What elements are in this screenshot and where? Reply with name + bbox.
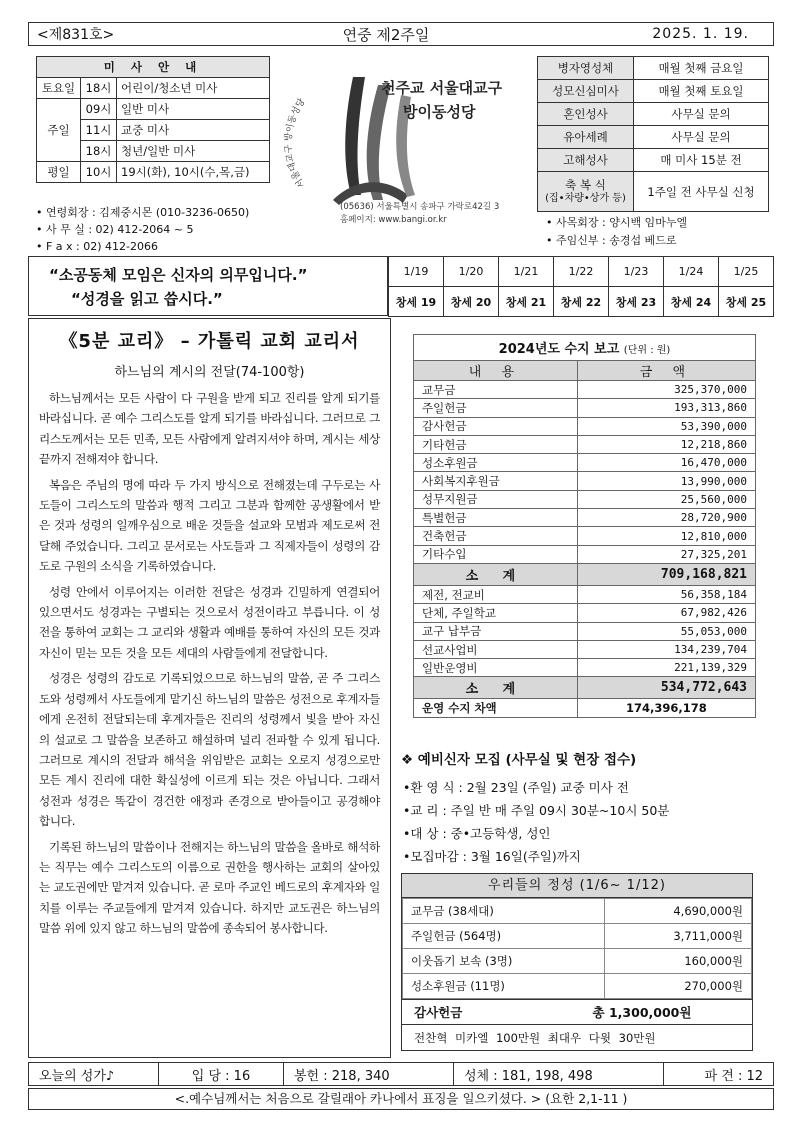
hymn-dismissal: 파 견 : 12: [704, 1068, 763, 1084]
finance-amount: 53,390,000: [577, 417, 755, 435]
reading-chapter: 창세 24: [664, 287, 719, 317]
mass-day: 주일: [37, 99, 81, 162]
finance-amount: 12,218,860: [577, 435, 755, 453]
sacrament-info: 매월 첫째 토요일: [634, 80, 769, 103]
finance-item: 특별헌금: [414, 509, 578, 527]
blessing-sub-label: (집•차량•상가 등): [545, 192, 626, 204]
header-bar: [28, 22, 774, 46]
reading-date: 1/22: [554, 257, 609, 287]
sacrament-info: 매월 첫째 금요일: [634, 57, 769, 80]
mass-hymn-bar: [28, 1062, 774, 1086]
gospel-footer: <.예수님께서는 처음으로 갈릴래아 카나에서 표징을 일으키셨다. > (요한 2,1-11 ): [28, 1088, 774, 1110]
finance-item: 사회복지후원금: [414, 472, 578, 490]
finance-item: 일반운영비: [414, 659, 578, 677]
logo-arc-text: 서울대교구 방이동성당: [283, 97, 308, 190]
thanksgiving-label: 감사헌금: [414, 1005, 463, 1020]
offering-item: 이웃돕기 보속 (3명): [403, 949, 605, 974]
reading-date: 1/20: [444, 257, 499, 287]
bible-reading-table: [388, 256, 774, 317]
finance-unit: (단위 : 원): [623, 345, 671, 356]
finance-col-amount: 금 액: [577, 361, 755, 381]
article-subtitle: 하느님의 계시의 전달(74-100항): [114, 365, 305, 380]
slogan-box: [28, 256, 388, 316]
liturgical-week: 연중 제2주일: [342, 25, 430, 44]
reading-chapter: 창세 19: [389, 287, 444, 317]
mass-desc: 19시(화), 10시(수,목,금): [117, 162, 270, 183]
mass-schedule-title: 미 사 안 내: [37, 57, 270, 78]
reading-date: 1/24: [664, 257, 719, 287]
mass-time: 10시: [81, 162, 117, 183]
article-paragraph: 성경은 성령의 감도로 기록되었으므로 하느님의 말씀, 곧 주 그리스도와 성령께서 사도들에게 맡기신 하느님의 말씀은 성전으로 후계자들에게 온전히 전달되는데 후계자들은 진리의 성령께서 빛을 받아 자신의 설교로 그 말씀을 보존하고 해설하며 널리 전파할 수 있게 됩니다. 그러므로 계시의 전달과 해석을 위임받은 교회는 오로지 성경으로만 모든 계시 진리에 대한 확실성에 이르게 되는 것은 아닙니다. 그래서 성전과 성경은 똑같이 경건한 애정과 존경으로 받아들이고 공경해야 합니다.: [39, 671, 380, 829]
reading-chapter: 창세 25: [719, 287, 774, 317]
finance-amount: 325,370,000: [577, 381, 755, 399]
finance-item: 성소후원금: [414, 454, 578, 472]
article-paragraph: 복음은 주님의 명에 따라 두 가지 방식으로 전해졌는데 구두로는 사도들이 그리스도의 말씀과 행적 그리고 그분과 함께한 공생활에서 받은 것과 성령의 일깨우심으로 배운 것들을 설교와 모범과 제도로써 전달해 주었습니다. 그리고 문서로는 사도들과 그 직제자들이 성령의 감도로 구원의 소식을 기록하였습니다.: [39, 477, 380, 574]
sacrament-info: 사무실 문의: [634, 126, 769, 149]
officer-line: • 주임신부 : 송경섭 베드로: [546, 234, 677, 247]
article-paragraph: 기록된 하느님의 말씀이나 전해지는 하느님의 말씀을 올바로 해석하는 직무는 예수 그리스도의 이름으로 권한을 행사하는 교회의 살아있는 교도권에만 맡겨져 있습니다. 곧 로마 주교인 베드로의 후계자와 일치를 이루는 주교들에게 맡겨져 있습니다. 하지만 교도권은 하느님의 말씀 위에 있지 않고 하느님의 말씀에 종속되어 봉사합니다.: [39, 839, 380, 936]
contact-line: • F a x : 02) 412-2066: [36, 240, 158, 253]
contact-line: • 연령회장 : 김제중시몬 (010-3236-0650): [36, 206, 250, 219]
catechumen-detail: •환 영 식 : 2월 23일 (주일) 교중 미사 전: [403, 780, 629, 795]
blessing-label: 축 복 식: [565, 177, 606, 192]
mass-desc: 교중 미사: [117, 120, 270, 141]
catechumen-title: ❖ 예비신자 모집 (사무실 및 현장 접수): [401, 752, 637, 768]
mass-day: 토요일: [37, 78, 81, 99]
parish-address-block: [340, 201, 499, 227]
finance-amount: 67,982,426: [577, 604, 755, 622]
offering-amount: 3,711,000원: [604, 924, 752, 949]
hymn-label: 오늘의 성가♪: [29, 1063, 159, 1085]
catechumen-detail: •교 리 : 주일 반 매 주일 09시 30분~10시 50분: [403, 803, 670, 818]
mass-time: 18시: [81, 141, 117, 162]
expense-subtotal-label: 소 계: [414, 677, 578, 699]
reading-date: 1/25: [719, 257, 774, 287]
hymn-communion: 성체 : 181, 198, 498: [454, 1063, 664, 1085]
income-subtotal-label: 소 계: [414, 563, 578, 585]
sacraments-table: [537, 56, 769, 212]
sacrament-info: 사무실 문의: [634, 103, 769, 126]
mass-schedule-table: [36, 56, 270, 183]
offering-item: 주일헌금 (564명): [403, 924, 605, 949]
finance-amount: 221,139,329: [577, 659, 755, 677]
officer-line: • 사목회장 : 양시백 임마누엘: [546, 216, 688, 229]
finance-item: 교구 납부금: [414, 622, 578, 640]
hymn-entrance: 입 당 : 16: [159, 1063, 284, 1085]
finance-amount: 55,053,000: [577, 622, 755, 640]
catechumen-detail: •대 상 : 중•고등학생, 성인: [403, 826, 551, 841]
sacrament-info: 1주일 전 사무실 신청: [634, 172, 769, 212]
slogan-line: “성경을 읽고 씁시다.”: [71, 290, 223, 308]
finance-item: 기타수입: [414, 545, 578, 563]
offering-amount: 160,000원: [604, 949, 752, 974]
finance-caption: [414, 335, 756, 361]
mass-time: 18시: [81, 78, 117, 99]
reading-chapter: 창세 21: [499, 287, 554, 317]
mass-desc: 청년/일반 미사: [117, 141, 270, 162]
catechism-article: [28, 318, 391, 1058]
thanksgiving-row: [402, 999, 752, 1024]
finance-col-item: 내 용: [414, 361, 578, 381]
finance-item: 단체, 주일학교: [414, 604, 578, 622]
finance-item: 제전, 전교비: [414, 585, 578, 603]
article-paragraph: 성령 안에서 이루어지는 이러한 전달은 성경과 긴밀하게 연결되어 있으면서도 성경과는 구별되는 것으로서 성전이라고 부릅니다. 이 성전을 통하여 교회는 그 교리와 생활과 예배를 통하여 자신의 모든 것과 자신이 믿는 모든 것을 모든 세대의 사람들에게 전달합니다.: [39, 584, 380, 660]
article-title: 《5분 교리》 – 가톨릭 교회 교리서: [59, 331, 360, 352]
offering-table: [402, 898, 752, 999]
sacrament-name: 고해성사: [538, 149, 634, 172]
finance-amount: 13,990,000: [577, 472, 755, 490]
hymn-offertory: 봉헌 : 218, 340: [284, 1063, 454, 1085]
contact-line: • 사 무 실 : 02) 412-2064 ~ 5: [36, 223, 194, 236]
offering-item: 성소후원금 (11명): [403, 974, 605, 999]
parish-address: (05636) 서울특별시 송파구 가락로42길 3: [340, 202, 500, 212]
sacrament-name: [538, 172, 634, 212]
offering-amount: 4,690,000원: [604, 899, 752, 924]
finance-title: 2024년도 수지 보고: [498, 342, 620, 357]
slogan-line: “소공동체 모임은 신자의 의무입니다.”: [49, 266, 308, 284]
reading-chapter: 창세 20: [444, 287, 499, 317]
finance-amount: 16,470,000: [577, 454, 755, 472]
logo-name-line1: 천주교 서울대교구: [381, 79, 503, 97]
reading-date: 1/23: [609, 257, 664, 287]
finance-report-table: [413, 334, 756, 718]
reading-date: 1/19: [389, 257, 444, 287]
income-subtotal: 709,168,821: [577, 563, 755, 585]
finance-item: 선교사업비: [414, 640, 578, 658]
sacrament-name: 혼인성사: [538, 103, 634, 126]
contact-info: [36, 204, 286, 255]
finance-item: 교무금: [414, 381, 578, 399]
finance-amount: 56,358,184: [577, 585, 755, 603]
offering-box: [401, 873, 753, 1051]
finance-item: 주일헌금: [414, 399, 578, 417]
reading-date: 1/21: [499, 257, 554, 287]
parish-homepage[interactable]: 홈페이지: www.bangi.or.kr: [340, 215, 447, 225]
svg-text:서울대교구 방이동성당: [283, 96, 308, 190]
finance-amount: 28,720,900: [577, 509, 755, 527]
catechumen-notice: [401, 748, 773, 868]
finance-item: 기타헌금: [414, 435, 578, 453]
sacrament-name: 유아세례: [538, 126, 634, 149]
logo-name-line2: 방이동성당: [403, 103, 476, 121]
finance-amount: 12,810,000: [577, 527, 755, 545]
expense-subtotal: 534,772,643: [577, 677, 755, 699]
finance-amount: 25,560,000: [577, 490, 755, 508]
balance-amount: 174,396,178: [577, 699, 755, 717]
mass-day: 평일: [37, 162, 81, 183]
reading-chapter: 창세 22: [554, 287, 609, 317]
mass-desc: 어린이/청소년 미사: [117, 78, 270, 99]
offering-title: 우리들의 정성 (1/6~ 1/12): [402, 874, 752, 898]
sacrament-info: 매 미사 15분 전: [634, 149, 769, 172]
finance-amount: 27,325,201: [577, 545, 755, 563]
catechumen-detail: •모집마감 : 3월 16일(주일)까지: [403, 849, 581, 864]
sacrament-name: 병자영성체: [538, 57, 634, 80]
finance-item: 성무지원금: [414, 490, 578, 508]
issue-date: 2025. 1. 19.: [652, 26, 749, 42]
finance-amount: 134,239,704: [577, 640, 755, 658]
sacrament-name: 성모신심미사: [538, 80, 634, 103]
offering-item: 교무금 (38세대): [403, 899, 605, 924]
reading-chapter: 창세 23: [609, 287, 664, 317]
mass-time: 09시: [81, 99, 117, 120]
offering-amount: 270,000원: [604, 974, 752, 999]
parish-officers: [546, 214, 687, 250]
mass-time: 11시: [81, 120, 117, 141]
issue-number: <제831호>: [37, 27, 115, 43]
thanksgiving-total: 총 1,300,000원: [592, 1005, 692, 1020]
finance-item: 감사헌금: [414, 417, 578, 435]
article-paragraph: 하느님께서는 모든 사람이 다 구원을 받게 되고 진리를 알게 되기를 바라십니다. 곧 예수 그리스도를 알게 되기를 바라십니다. 그러므로 그리스도께서는 모든 민족, 모든 사람에게 알려지셔야 하며, 계시는 세상 끝까지 전해져야 합니다.: [39, 391, 380, 467]
thanksgiving-donors: 전찬혁 미카엘 100만원 최대우 다윗 30만원: [402, 1024, 752, 1050]
mass-desc: 일반 미사: [117, 99, 270, 120]
finance-amount: 193,313,860: [577, 399, 755, 417]
finance-item: 건축헌금: [414, 527, 578, 545]
balance-label: 운영 수지 차액: [414, 699, 578, 717]
